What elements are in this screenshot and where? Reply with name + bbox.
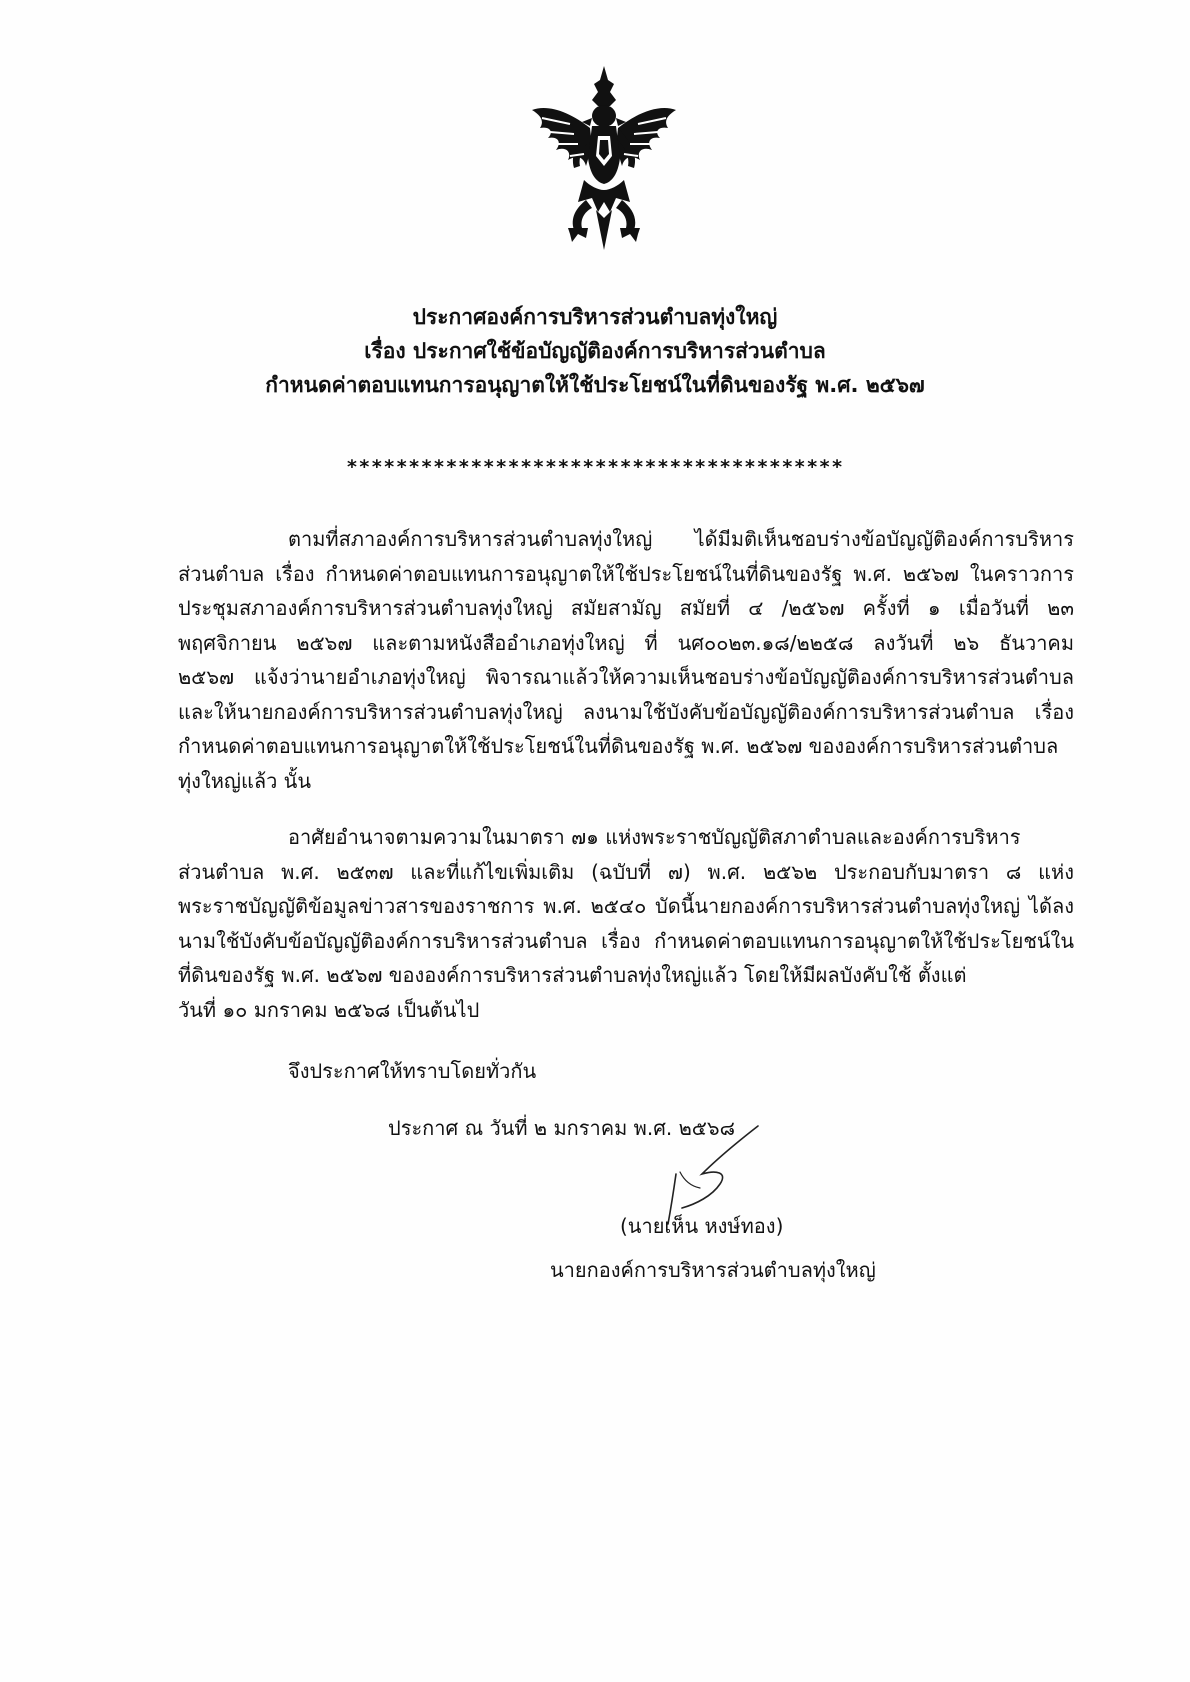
paragraph-2	[178, 820, 1074, 1027]
title-line-2: เรื่อง ประกาศใช้ข้อบัญญัติองค์การบริหารส่วนตำบล	[364, 339, 826, 363]
paragraph-1	[178, 522, 1074, 798]
title-line-1: ประกาศองค์การบริหารส่วนตำบลทุ่งใหญ่	[412, 305, 778, 329]
title-line-3: กำหนดค่าตอบแทนการอนุญาตให้ใช้ประโยชน์ในที่ดินของรัฐ พ.ศ. ๒๕๖๗	[265, 373, 925, 397]
garuda-emblem-icon	[530, 62, 678, 252]
paragraph-2-line: ที่ดินของรัฐ พ.ศ. ๒๕๖๗ ขององค์การบริหารส่วนตำบลทุ่งใหญ่แล้ว โดยให้มีผลบังคับใช้ ตั้งแต่	[178, 963, 967, 987]
closing-statement: จึงประกาศให้ทราบโดยทั่วกัน	[288, 1059, 537, 1083]
paragraph-2-line: พระราชบัญญัติข้อมูลข่าวสารของราชการ พ.ศ. ๒๕๔๐ บัดนี้นายกองค์การบริหารส่วนตำบลทุ่งใหญ่ ได้ลง	[178, 894, 1074, 918]
signer-name: (นายเห็น หงษ์ทอง)	[620, 1214, 784, 1238]
paragraph-1-line: ประชุมสภาองค์การบริหารส่วนตำบลทุ่งใหญ่ สมัยสามัญ สมัยที่ ๔ /๒๕๖๗ ครั้งที่ ๑ เมื่อวันที่ ๒๓	[178, 596, 1074, 620]
paragraph-1-line: พฤศจิกายน ๒๕๖๗ และตามหนังสืออำเภอทุ่งใหญ่ ที่ นศ๐๐๒๓.๑๘/๒๒๕๘ ลงวันที่ ๒๖ ธันวาคม	[178, 630, 1074, 655]
paragraph-2-line: อาศัยอำนาจตามความในมาตรา ๗๑ แห่งพระราชบัญญัติสภาตำบลและองค์การบริหาร	[288, 825, 1021, 849]
paragraph-1-line: ทุ่งใหญ่แล้ว นั้น	[178, 768, 312, 793]
paragraph-1-line: ส่วนตำบล เรื่อง กำหนดค่าตอบแทนการอนุญาตให้ใช้ประโยชน์ในที่ดินของรัฐ พ.ศ. ๒๕๖๗ ในคราวการ	[178, 561, 1074, 586]
paragraph-1-line: กำหนดค่าตอบแทนการอนุญาตให้ใช้ประโยชน์ในที่ดินของรัฐ พ.ศ. ๒๕๖๗ ขององค์การบริหารส่วนตำบล	[178, 734, 1059, 758]
signer-title: นายกองค์การบริหารส่วนตำบลทุ่งใหญ่	[550, 1258, 876, 1282]
document-title	[160, 300, 1030, 402]
announcement-date: ประกาศ ณ วันที่ ๒ มกราคม พ.ศ. ๒๕๖๘	[388, 1116, 736, 1140]
separator-stars: ****************************************	[346, 456, 844, 478]
paragraph-1-line: ตามที่สภาองค์การบริหารส่วนตำบลทุ่งใหญ่ ได้มีมติเห็นชอบร่างข้อบัญญัติองค์การบริหาร	[288, 527, 1074, 551]
paragraph-2-line: นามใช้บังคับข้อบัญญัติองค์การบริหารส่วนตำบล เรื่อง กำหนดค่าตอบแทนการอนุญาตให้ใช้ประโยชน์ใน	[178, 928, 1074, 953]
paragraph-2-line: วันที่ ๑๐ มกราคม ๒๕๖๘ เป็นต้นไป	[178, 997, 480, 1022]
paragraph-1-line: ๒๕๖๗ แจ้งว่านายอำเภอทุ่งใหญ่ พิจารณาแล้วให้ความเห็นชอบร่างข้อบัญญัติองค์การบริหารส่วนตำบล	[178, 665, 1074, 689]
paragraph-1-line: และให้นายกองค์การบริหารส่วนตำบลทุ่งใหญ่ ลงนามใช้บังคับข้อบัญญัติองค์การบริหารส่วนตำบล เรื่อง	[178, 699, 1074, 724]
paragraph-2-line: ส่วนตำบล พ.ศ. ๒๕๓๗ และที่แก้ไขเพิ่มเติม (ฉบับที่ ๗) พ.ศ. ๒๕๖๒ ประกอบกับมาตรา ๘ แห่ง	[178, 859, 1074, 884]
